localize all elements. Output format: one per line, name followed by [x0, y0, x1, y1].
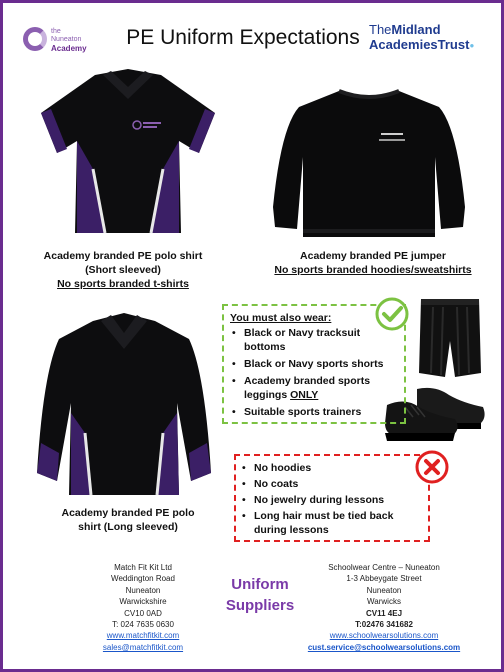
supplier-schoolwear-centre: [299, 562, 469, 653]
logo-ring-icon: [23, 27, 47, 51]
sports-shorts-image: [417, 297, 483, 379]
uniform-title-line2: Suppliers: [225, 597, 295, 614]
nuneaton-academy-logo: [23, 25, 103, 55]
polo-long-caption: [43, 506, 213, 534]
matchfitkit-email-link[interactable]: sales@matchfitkit.com: [102, 642, 184, 652]
polo-long-caption-line2: shirt (Long sleeved): [78, 521, 178, 533]
supplier-right-line: 1-3 Abbeygate Street: [346, 574, 422, 584]
list-item: • No coats: [240, 477, 422, 491]
polo-shirt-long-sleeve-image: [29, 313, 219, 499]
supplier-right-line: Warwicks: [367, 597, 401, 607]
supplier-left-line: Warwickshire: [119, 597, 167, 607]
uniform-title-line1: Uniform: [231, 576, 289, 593]
supplier-left-line: Match Fit Kit Ltd: [114, 563, 172, 572]
supplier-left-line: CV10 0AD: [124, 608, 162, 618]
supplier-left-line: T: 024 7635 0630: [112, 620, 174, 630]
supplier-right-line: Schoolwear Centre – Nuneaton: [328, 563, 440, 572]
page-title: PE Uniform Expectations: [126, 26, 360, 49]
jumper-note: No sports branded hoodies/sweatshirts: [274, 264, 472, 276]
list-item: • Suitable sports trainers: [230, 405, 398, 419]
must-also-wear-heading: You must also wear:: [230, 312, 332, 324]
not-allowed-list: [240, 461, 422, 537]
list-item: • No jewelry during lessons: [240, 493, 422, 507]
midland-academies-trust-logo: [369, 23, 489, 59]
polo-long-caption-line1: Academy branded PE polo: [61, 507, 195, 519]
pe-jumper-image: [269, 87, 469, 243]
trust-logo-the: The: [369, 22, 392, 37]
must-also-wear-list: [230, 326, 398, 419]
trust-logo-midland: Midland: [391, 22, 441, 37]
jumper-caption-line1: Academy branded PE jumper: [300, 250, 446, 262]
not-allowed-box: [234, 454, 430, 542]
logo-text-the: the: [51, 28, 61, 35]
list-item: [230, 374, 398, 402]
list-item: • Black or Navy tracksuit bottoms: [230, 326, 398, 354]
polo-short-caption-line2: (Short sleeved): [85, 264, 161, 276]
leggings-only-text: ONLY: [290, 389, 319, 401]
logo-text-nuneaton: Nuneaton: [51, 36, 82, 43]
supplier-left-line: Nuneaton: [125, 585, 161, 595]
supplier-right-phone: T:02476 341682: [355, 620, 413, 630]
schoolwear-email-link[interactable]: cust.service@schoolwearsolutions.com: [307, 642, 461, 652]
supplier-right-line: Nuneaton: [366, 585, 402, 595]
polo-short-note: No sports branded t-shirts: [57, 278, 189, 290]
polo-short-caption-line1: Academy branded PE polo shirt: [43, 250, 203, 262]
logo-text-academy: Academy: [51, 44, 87, 53]
matchfitkit-website-link[interactable]: www.matchfitkit.com: [106, 631, 180, 641]
schoolwear-website-link[interactable]: www.schoolwearsolutions.com: [329, 631, 439, 641]
polo-shirt-short-sleeve-image: [33, 69, 223, 239]
trust-logo-academies: AcademiesTrust: [369, 37, 470, 52]
polo-short-caption: [33, 249, 213, 291]
red-cross-icon: [415, 450, 449, 484]
leggings-text: Academy branded sports leggings: [244, 375, 371, 401]
supplier-left-line: Weddington Road: [111, 574, 175, 584]
jumper-caption: [253, 249, 493, 277]
green-check-icon: [375, 297, 409, 331]
supplier-right-postcode: CV11 4EJ: [365, 608, 403, 618]
list-item: • No hoodies: [240, 461, 422, 475]
list-item: • Long hair must be tied back during lessons: [240, 509, 422, 537]
supplier-match-fit-kit: [73, 562, 213, 653]
trust-logo-dot-icon: ●: [469, 41, 475, 51]
list-item: • Black or Navy sports shorts: [230, 357, 398, 371]
